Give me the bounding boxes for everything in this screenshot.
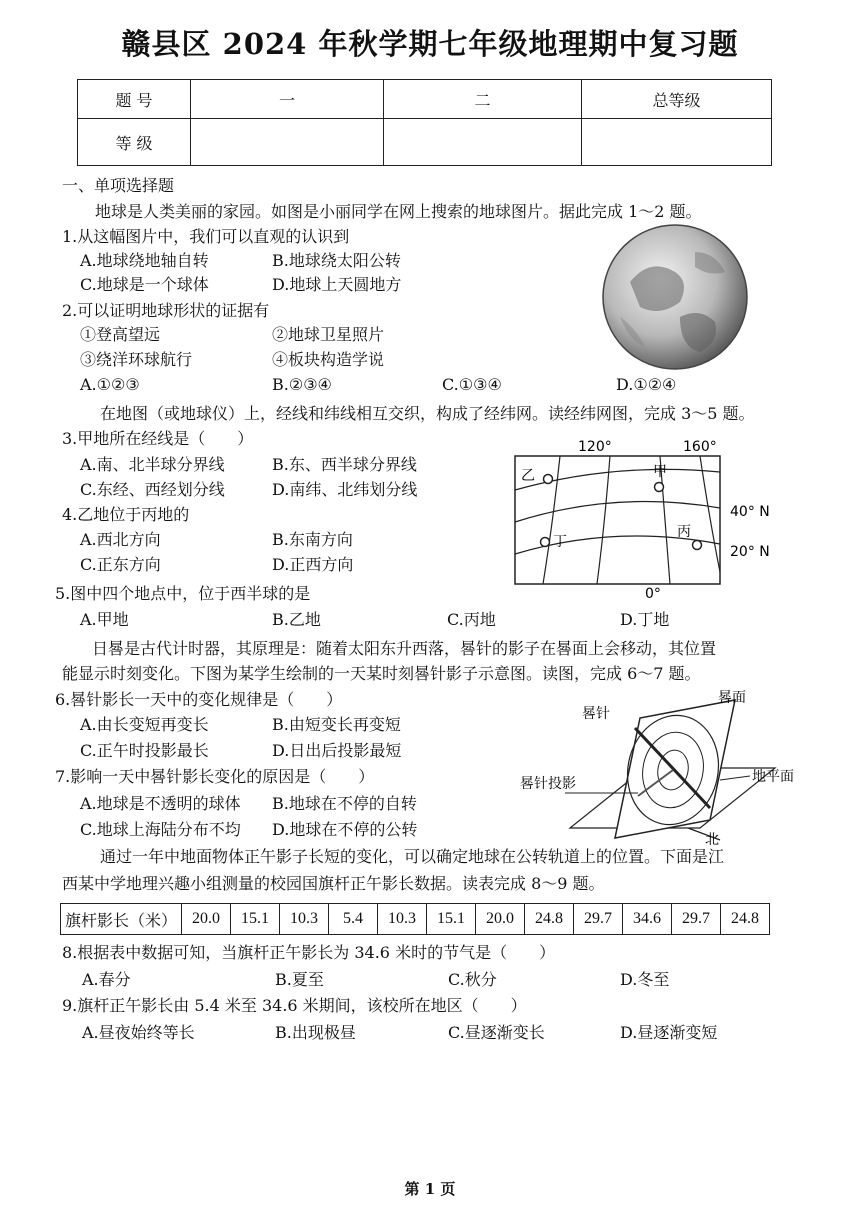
option[interactable]: D.①②④ (616, 375, 677, 394)
option[interactable]: B.由短变长再变短 (272, 715, 401, 734)
score-row-label: 等 级 (78, 119, 191, 166)
sundial-label: 晷针 (582, 706, 610, 722)
flag-table-cell: 10.3 (378, 904, 427, 935)
option[interactable]: C.正午时投影最长 (80, 741, 209, 760)
lon-label: 120° (578, 439, 612, 455)
option[interactable]: A.南、北半球分界线 (80, 455, 225, 474)
intro-paragraph: 在地图（或地球仪）上，经线和纬线相互交织，构成了经纬网。读经纬网图，完成 3～5 题。 (100, 404, 755, 423)
point-label: 甲 (653, 464, 667, 480)
option[interactable]: B.地球在不停的自转 (272, 794, 417, 813)
option[interactable]: D.丁地 (620, 610, 670, 629)
intro-paragraph: 日晷是古代计时器，其原理是：随着太阳东升西落，晷针的影子在晷面上会移动，其位置 (92, 639, 717, 658)
page-title: 赣县区 2024 年秋学期七年级地理期中复习题 (121, 27, 739, 61)
option[interactable]: A.昼夜始终等长 (82, 1023, 195, 1042)
flag-table-cell: 29.7 (574, 904, 623, 935)
option[interactable]: A.由长变短再变长 (80, 715, 209, 734)
sundial-label: 北 (705, 832, 719, 848)
score-input-cell[interactable] (384, 119, 582, 166)
option[interactable]: D.正西方向 (272, 555, 354, 574)
flag-table-cell: 34.6 (623, 904, 672, 935)
option[interactable]: C.正东方向 (80, 555, 161, 574)
option[interactable]: C.地球是一个球体 (80, 275, 209, 294)
point-jia (655, 483, 664, 492)
option[interactable]: C.东经、西经划分线 (80, 480, 225, 499)
option[interactable]: B.乙地 (272, 610, 321, 629)
flag-table-cell: 24.8 (721, 904, 770, 935)
point-label: 乙 (521, 468, 535, 484)
flag-table-cell: 29.7 (672, 904, 721, 935)
option[interactable]: C.地球上海陆分布不均 (80, 820, 241, 839)
question-4: 4.乙地位于丙地的 (62, 505, 190, 524)
flag-table-cell: 20.0 (476, 904, 525, 935)
flag-table-cell: 15.1 (427, 904, 476, 935)
score-header-cell: 一 (191, 80, 384, 119)
question-1: 1.从这幅图片中，我们可以直观的认识到 (62, 227, 350, 246)
option[interactable]: D.地球在不停的公转 (272, 820, 418, 839)
option[interactable]: A.地球是不透明的球体 (80, 794, 241, 813)
flag-table-cell: 5.4 (329, 904, 378, 935)
option[interactable]: B.地球绕太阳公转 (272, 251, 401, 270)
question-9: 9.旗杆正午影长由 5.4 米至 34.6 米期间，该校所在地区（ ） (62, 996, 527, 1015)
option[interactable]: C.昼逐渐变长 (448, 1023, 545, 1042)
option[interactable]: D.日出后投影最短 (272, 741, 402, 760)
score-input-cell[interactable] (582, 119, 772, 166)
score-header-cell: 题 号 (78, 80, 191, 119)
intro-paragraph: 西某中学地理兴趣小组测量的校园国旗杆正午影长数据。读表完成 8～9 题。 (62, 874, 605, 893)
question-8: 8.根据表中数据可知，当旗杆正午影长为 34.6 米时的节气是（ ） (62, 943, 556, 962)
flagpole-shadow-table (60, 903, 770, 935)
score-input-cell[interactable] (191, 119, 384, 166)
score-table (77, 79, 772, 166)
section-heading: 一、单项选择题 (62, 176, 175, 195)
question-5: 5.图中四个地点中，位于西半球的是 (55, 584, 311, 603)
point-ding (541, 538, 550, 547)
option[interactable]: C.秋分 (448, 970, 497, 989)
question-6: 6.晷针影长一天中的变化规律是（ ） (55, 690, 343, 709)
option[interactable]: B.东、西半球分界线 (272, 455, 417, 474)
option[interactable]: D.地球上天圆地方 (272, 275, 402, 294)
lat-label: 40° N (730, 504, 770, 520)
intro-paragraph: 地球是人类美丽的家园。如图是小丽同学在网上搜索的地球图片。据此完成 1～2 题。 (95, 202, 702, 221)
point-label: 丁 (553, 534, 567, 550)
option[interactable]: A.春分 (82, 970, 131, 989)
option[interactable]: A.地球绕地轴自转 (80, 251, 209, 270)
sundial-label: 地平面 (752, 769, 794, 785)
intro-paragraph: 能显示时刻变化。下图为某学生绘制的一天某时刻晷针影子示意图。读图，完成 6～7 题。 (62, 664, 701, 683)
option[interactable]: B.②③④ (272, 375, 332, 394)
point-label: 丙 (677, 524, 691, 540)
option[interactable]: A.西北方向 (80, 530, 161, 549)
question-2: 2.可以证明地球形状的证据有 (62, 301, 270, 320)
flag-table-cell: 20.0 (182, 904, 231, 935)
intro-paragraph: 通过一年中地面物体正午影子长短的变化，可以确定地球在公转轨道上的位置。下面是江 (100, 847, 725, 866)
point-bing (693, 541, 702, 550)
lat-label: 20° N (730, 544, 770, 560)
flag-table-cell: 24.8 (525, 904, 574, 935)
option[interactable]: A.①②③ (80, 375, 140, 394)
flag-table-cell: 10.3 (280, 904, 329, 935)
statement: ④板块构造学说 (272, 350, 385, 369)
option[interactable]: B.夏至 (275, 970, 324, 989)
lon-label: 160° (683, 439, 717, 455)
question-3: 3.甲地所在经线是（ ） (62, 429, 254, 448)
lon-label: 0° (645, 586, 661, 602)
option[interactable]: A.甲地 (80, 610, 129, 629)
sundial-diagram-icon (520, 688, 800, 848)
flag-table-header: 旗杆影长（米） (61, 904, 182, 935)
option[interactable]: D.南纬、北纬划分线 (272, 480, 418, 499)
sundial-label: 晷面 (718, 690, 746, 706)
option[interactable]: B.出现极昼 (275, 1023, 356, 1042)
option[interactable]: D.昼逐渐变短 (620, 1023, 718, 1042)
option[interactable]: C.①③④ (442, 375, 502, 394)
statement: ①登高望远 (80, 325, 161, 344)
page-number: 第 1 页 (404, 1180, 456, 1198)
point-yi (544, 475, 553, 484)
lat-lon-grid-icon (505, 432, 795, 602)
flag-table-cell: 15.1 (231, 904, 280, 935)
sundial-label: 晷针投影 (520, 776, 576, 792)
earth-photo-icon (600, 222, 750, 372)
score-header-cell: 总等级 (582, 80, 772, 119)
option[interactable]: D.冬至 (620, 970, 670, 989)
question-7: 7.影响一天中晷针影长变化的原因是（ ） (55, 767, 375, 786)
statement: ③绕洋环球航行 (80, 350, 193, 369)
statement: ②地球卫星照片 (272, 325, 385, 344)
option[interactable]: B.东南方向 (272, 530, 353, 549)
option[interactable]: C.丙地 (447, 610, 496, 629)
score-header-cell: 二 (384, 80, 582, 119)
